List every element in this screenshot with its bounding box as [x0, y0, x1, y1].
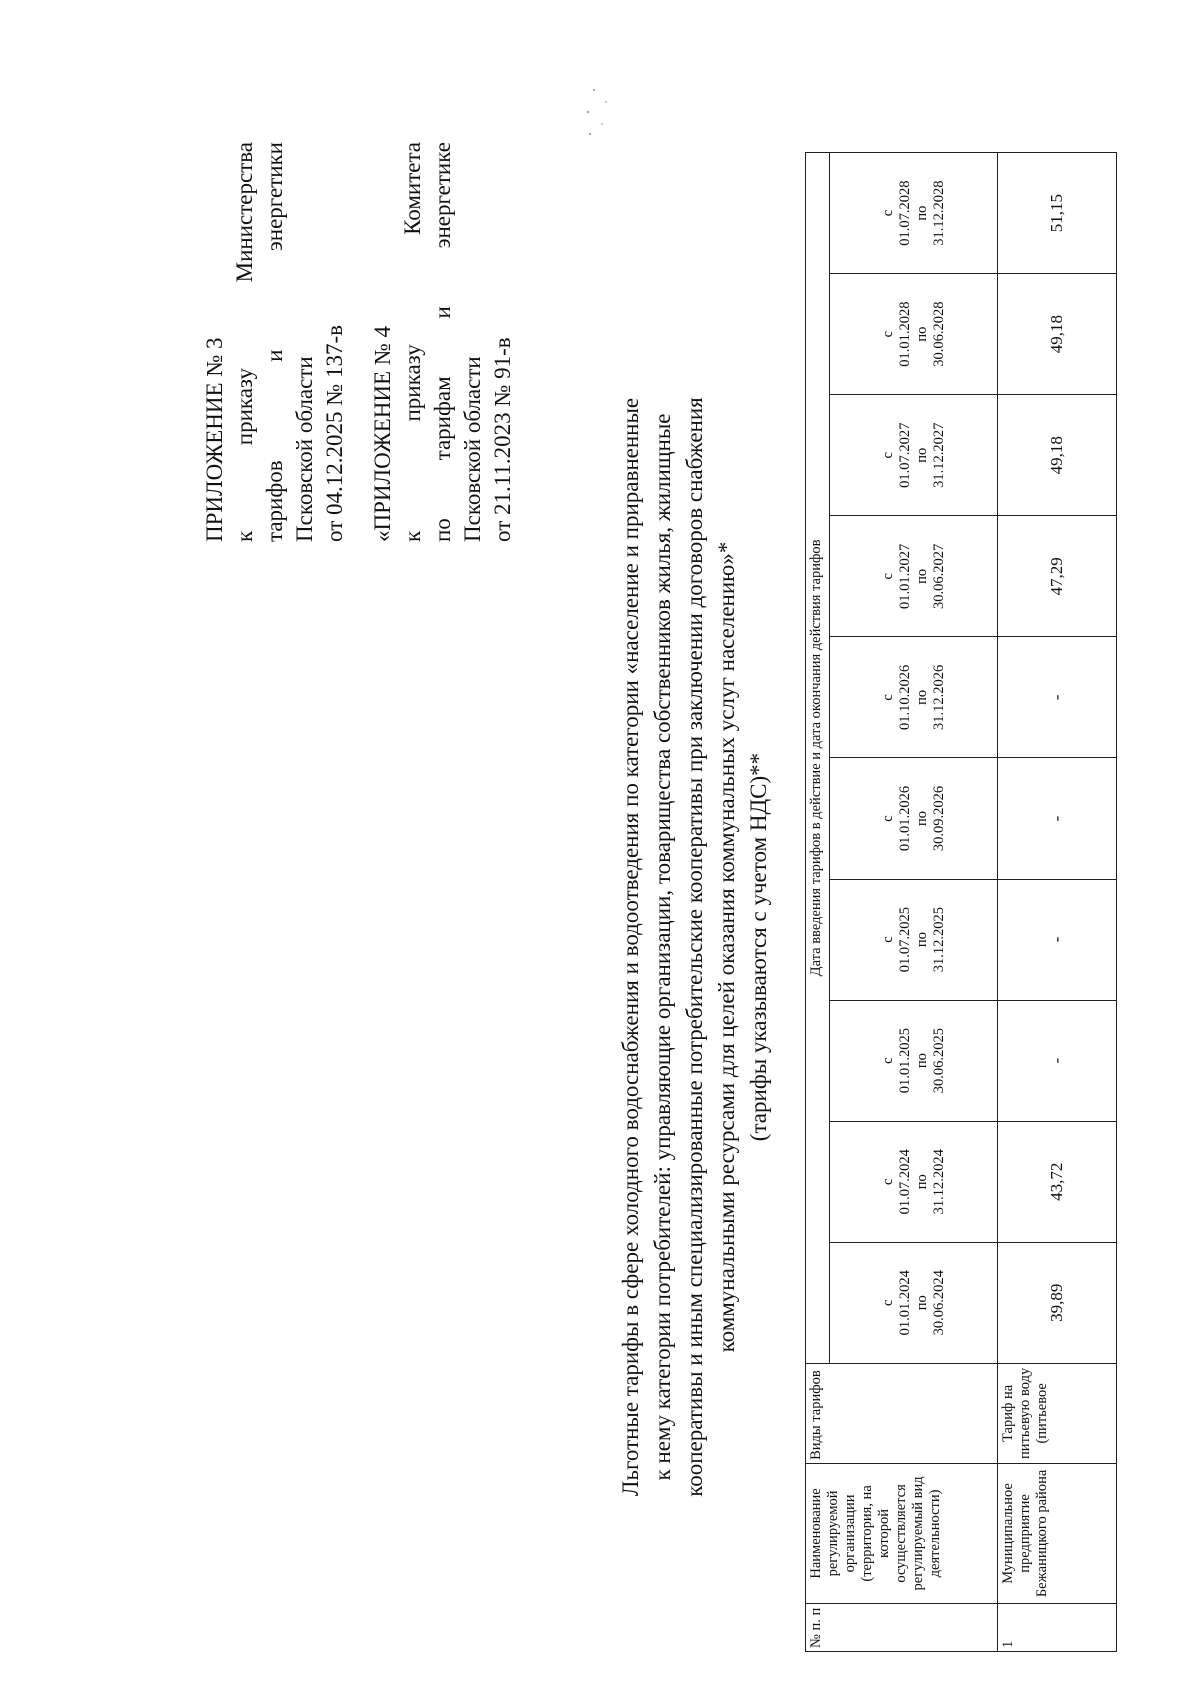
tariff-value: 49,18: [997, 274, 1116, 395]
header-tariff-types: Виды тарифов: [806, 1363, 998, 1463]
tariff-value: 47,29: [997, 516, 1116, 637]
period-cell: с 01.10.2026 по 31.12.2026: [830, 637, 998, 758]
tariff-value: -: [997, 879, 1116, 1000]
row-tariff-type: Тариф на питьевую воду (питьевое: [997, 1363, 1116, 1463]
appendix-line: Псковской области: [292, 356, 317, 542]
appendix-line: «ПРИЛОЖЕНИЕ № 4: [370, 325, 395, 542]
period-cell: с 01.07.2025 по 31.12.2025: [830, 879, 998, 1000]
header-dates: Дата введения тарифов в действие и дата окончания действия тарифов: [806, 153, 830, 1364]
title-line: кооперативы и иным специализированные потребительские кооперативы при заключении договоров снабжения: [682, 397, 707, 1497]
tariff-value: 39,89: [997, 1242, 1116, 1363]
period-cell: с 01.07.2027 по 31.12.2027: [830, 395, 998, 516]
tariff-value: 51,15: [997, 153, 1116, 274]
period-cell: с 01.01.2025 по 30.06.2025: [830, 1000, 998, 1121]
title-line: Льготные тарифы в сфере холодного водоснабжения и водоотведения по категории «население и приравненные: [618, 397, 643, 1497]
table-row: [997, 153, 1116, 1652]
header-number: № п. п: [806, 1603, 998, 1651]
tariff-value: -: [997, 758, 1116, 879]
appendix-line: Псковской области: [460, 356, 485, 542]
title-line: к нему категории потребителей: управляющие организации, товарищества собственников жилья, жилищные: [650, 413, 675, 1481]
period-cell: с 01.01.2026 по 30.09.2026: [830, 758, 998, 879]
appendix-line: от 04.12.2025 № 137-в: [322, 325, 347, 542]
spacer: [350, 142, 368, 542]
appendix-line: по тарифам и энергетике: [430, 142, 455, 542]
tariff-table: [805, 152, 1117, 1652]
period-cell: с 01.07.2028 по 31.12.2028: [830, 153, 998, 274]
period-cell: с 01.07.2024 по 31.12.2024: [830, 1121, 998, 1242]
row-number: 1: [997, 1603, 1116, 1651]
tariff-value: 49,18: [997, 395, 1116, 516]
title-line: (тарифы указываются с учетом НДС)**: [746, 752, 771, 1142]
scan-artifact-marks: [580, 82, 620, 142]
tariff-value: -: [997, 1000, 1116, 1121]
period-cell: с 01.01.2028 по 30.06.2028: [830, 274, 998, 395]
document-title: [615, 297, 775, 1597]
appendix-header: [200, 142, 518, 542]
tariff-value: 43,72: [997, 1121, 1116, 1242]
appendix-line: к приказу Министерства: [232, 142, 257, 542]
title-line: коммунальными ресурсами для целей оказания коммунальных услуг населению»*: [714, 541, 739, 1353]
row-organization: Муниципальное предприятие Бежаницкого района: [997, 1463, 1116, 1603]
tariff-value: -: [997, 637, 1116, 758]
appendix-line: ПРИЛОЖЕНИЕ № 3: [202, 337, 227, 542]
header-organization: Наименование регулируемой организации (территория, на которой осуществляется регулируемый вид деятельности): [806, 1463, 998, 1603]
appendix-line: тарифов и энергетики: [262, 142, 287, 542]
period-cell: с 01.01.2024 по 30.06.2024: [830, 1242, 998, 1363]
period-cell: с 01.01.2027 по 30.06.2027: [830, 516, 998, 637]
appendix-line: от 21.11.2023 № 91-в: [490, 337, 515, 542]
appendix-line: к приказу Комитета: [400, 142, 425, 542]
